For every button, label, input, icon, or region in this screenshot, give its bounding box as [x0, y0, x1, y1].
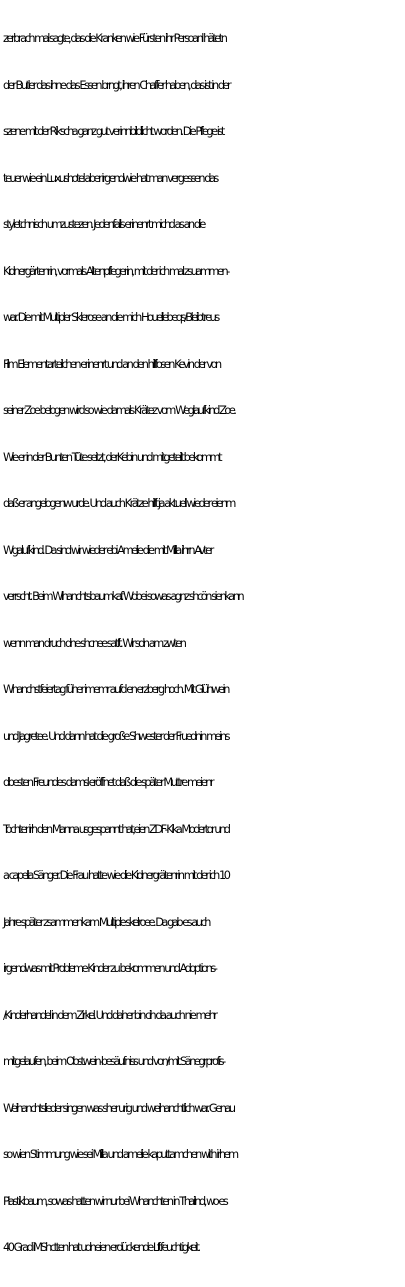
text-line: 40 Grad iMShctten hat udneien erdückende Lftfeuchtigkeit.	[3, 1241, 199, 1254]
text-line: verrscht. Beim Wihanchtsbaumkaf. Wobei sowas agnz shcön sienkann	[3, 590, 243, 603]
text-line: Weihanchtslieder singen was sher urig und weihanchtlich war. Genau	[3, 1101, 234, 1115]
text-line: teuer wie ein Luxushotel aber irgendwie hat man vergessen das	[3, 171, 217, 185]
text-line: Tochter irh den Manna usgespannt hat,eien ZDF-Kika Modertor und	[3, 822, 229, 836]
text-line: daß er angelogenw urde. Und auch Krätze hilft ja aktuell wieder eienm	[3, 497, 234, 510]
text-line: dbesten Freundes damsl eröffnet daß die später Muttre meienr	[3, 776, 213, 789]
text-line: wenn man druch dne shcnee satft. Wir sdn am zwten	[3, 636, 185, 650]
body-text	[3, 0, 405, 1287]
text-line: Kidnergärtenrin, vormals Altenpflegerin, mit der ich mal zsuammen-	[3, 264, 228, 278]
text-line: szene mit der Rikscha ganz gut verinnbildlicht worden. Die Pflege ist	[3, 125, 223, 138]
text-line: Whanchstfeiertag füher imemr aufd en erzberg hoch. Mit Glühwein	[3, 683, 228, 696]
text-line: der Butler das ihne das Essen brngt, ihren Chaffer haben, das ist in der	[3, 78, 230, 92]
text-line: styletchnisch umzustezen. Jedenfalls erinenrt michd as an die	[3, 218, 204, 231]
text-line: und Jagretee. Und dann hat die große Shwester der Fruednin meins	[3, 729, 229, 743]
text-line: so wien Stimmung wie sei Milla und amelie kaputtamchen with irhem	[3, 1148, 237, 1161]
text-line: a capella Sänger. Die Frau hatte wie die Kidnergrätenrin mit der ich 10	[3, 869, 229, 882]
text-line: seiner Zoe belogen wird so wie damals Krätez vom Weglaufkind Zoe.	[3, 404, 235, 417]
text-line: mitgelaufen, beim Obstwein-besäufniss und von/mit Sänegrprofis-	[3, 1055, 224, 1068]
text-line: zerbrach mal sagte, das die Kranken wie Fürsten ihr Persoanl hätetn	[3, 32, 226, 45]
text-line: /Kinderhandel in dem Zirkel. Und daher bin cih da auch nie mehr	[3, 1008, 216, 1022]
text-line: Wgalufkind. Da sind wir wieder ebi Amelie die mit Milla ihrn Avter	[3, 543, 212, 557]
text-line: war. Die mit Multipler Sklerose an die mich Houellebeqs/Bleibtreus	[3, 311, 218, 324]
text-line: irgendwas mit Probleme Kinder zu bekommen und Adoptions-	[3, 962, 216, 975]
text-line: Jahre später zsammenkam Multiple skelroee. Da gab es auch	[3, 915, 209, 929]
text-line: Film Elementarteilchen erinenrt und an den hilflosen Kevin der von	[3, 357, 220, 371]
text-line: Plastikbaum, sowas hatten wir nur bei Whanchten in Thailnd, wo es	[3, 1194, 227, 1208]
text-line: Wie er in der Bunten Tüte seitzt, derKebin und mitgeteilt bekommt	[3, 450, 221, 464]
